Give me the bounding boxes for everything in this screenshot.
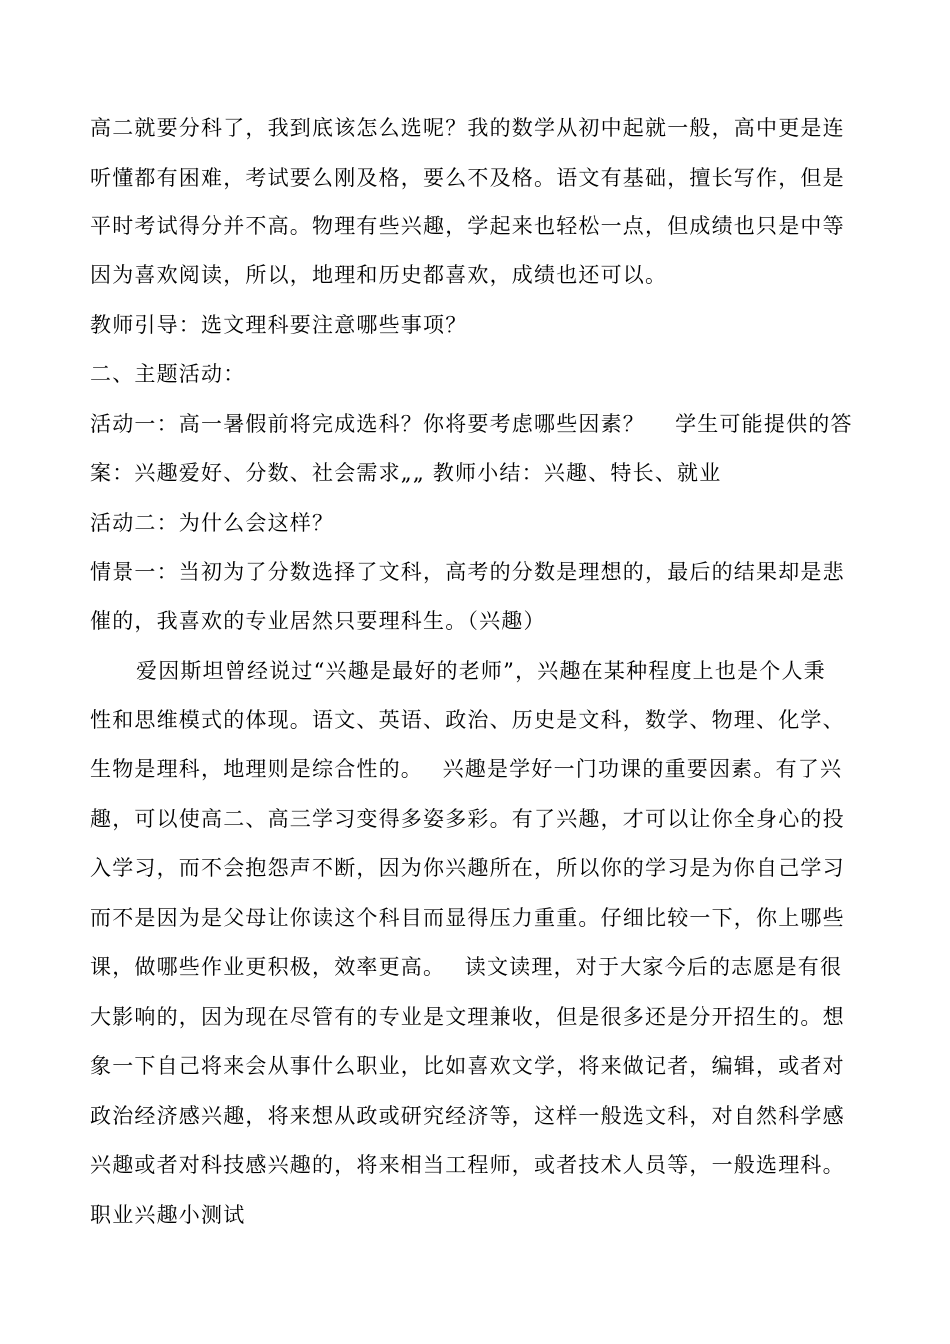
activity-one-line: 案：兴趣爱好、分数、社会需求„„ 教师小结：兴趣、特长、就业 bbox=[90, 461, 722, 485]
subsection-heading: 职业兴趣小测试 bbox=[90, 1203, 246, 1227]
paragraph-line: 而不是因为是父母让你读这个科目而显得压力重重。仔细比较一下，你上哪些 bbox=[90, 906, 845, 930]
paragraph-line: 大影响的，因为现在尽管有的专业是文理兼收，但是很多还是分开招生的。想 bbox=[90, 1005, 845, 1029]
section-heading: 二、主题活动： bbox=[90, 362, 246, 386]
paragraph-line: 性和思维模式的体现。语文、英语、政治、历史是文科，数学、物理、化学、 bbox=[90, 708, 845, 732]
paragraph-line: 趣，可以使高二、高三学习变得多姿多彩。有了兴趣，才可以让你全身心的投 bbox=[90, 807, 845, 831]
paragraph-line: 因为喜欢阅读，所以，地理和历史都喜欢，成绩也还可以。 bbox=[90, 263, 668, 287]
paragraph-line: 政治经济感兴趣，将来想从政或研究经济等，这样一般选文科，对自然科学感 bbox=[90, 1104, 845, 1128]
scenario-line: 情景一：当初为了分数选择了文科，高考的分数是理想的，最后的结果却是悲 bbox=[90, 560, 845, 584]
paragraph-line: 高二就要分科了，我到底该怎么选呢？我的数学从初中起就一般，高中更是连 bbox=[90, 116, 845, 140]
teacher-guide-line: 教师引导：选文理科要注意哪些事项？ bbox=[90, 313, 468, 337]
paragraph-line: 生物是理科，地理则是综合性的。 兴趣是学好一门功课的重要因素。有了兴 bbox=[90, 757, 843, 781]
paragraph-line: 象一下自己将来会从事什么职业，比如喜欢文学，将来做记者，编辑，或者对 bbox=[90, 1054, 845, 1078]
activity-two-line: 活动二：为什么会这样？ bbox=[90, 511, 335, 535]
paragraph-line: 爱因斯坦曾经说过“兴趣是最好的老师”，兴趣在某种程度上也是个人秉 bbox=[136, 659, 826, 683]
paragraph-line: 兴趣或者对科技感兴趣的，将来相当工程师，或者技术人员等，一般选理科。 bbox=[90, 1153, 845, 1177]
paragraph-line: 听懂都有困难，考试要么刚及格，要么不及格。语文有基础，擅长写作，但是 bbox=[90, 166, 845, 190]
paragraph-line: 平时考试得分并不高。物理有些兴趣，学起来也轻松一点，但成绩也只是中等 bbox=[90, 214, 845, 238]
activity-one-line: 活动一：高一暑假前将完成选科？你将要考虑哪些因素？ 学生可能提供的答 bbox=[90, 412, 853, 436]
paragraph-line: 课，做哪些作业更积极，效率更高。 读文读理，对于大家今后的志愿是有很 bbox=[90, 955, 843, 979]
scenario-line: 催的，我喜欢的专业居然只要理科生。（兴趣） bbox=[90, 609, 546, 633]
paragraph-line: 入学习，而不会抱怨声不断，因为你兴趣所在，所以你的学习是为你自己学习 bbox=[90, 856, 845, 880]
